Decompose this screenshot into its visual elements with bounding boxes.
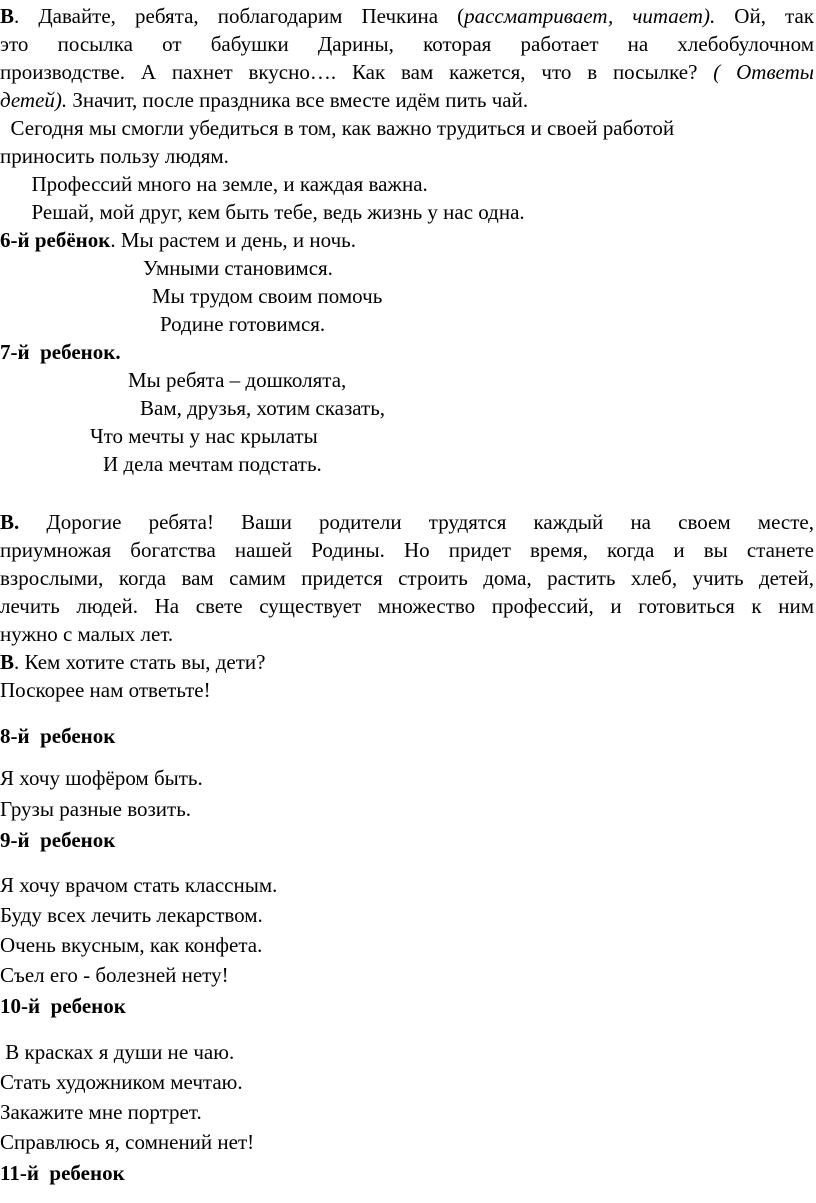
child6-line-2: Умными становимся.: [143, 256, 333, 280]
child7-line-4: И дела мечтам подстать.: [103, 452, 322, 476]
intro-text: Значит, после праздника все вместе идём пить чай.: [67, 88, 529, 112]
speaker-label: 9-й ребенок: [0, 828, 116, 852]
child10-line-1: В красках я души не чаю.: [0, 1040, 235, 1064]
speech-text: Дорогие ребята! Ваши родители трудятся каждый на своем месте,: [19, 510, 814, 534]
speech-text: . Кем хотите стать вы, дети?: [14, 650, 266, 674]
teacher2-line-4: лечить людей. На свете существует множество профессий, и готовиться к ним: [0, 594, 814, 618]
teacher2-line-5: нужно с малых лет.: [0, 622, 174, 646]
child9-line-3: Очень вкусным, как конфета.: [0, 933, 263, 957]
speaker-child11: [0, 1159, 125, 1187]
child8-line-2: Грузы разные возить.: [0, 797, 192, 821]
child8-line-1: Я хочу шофёром быть.: [0, 766, 203, 790]
intro-line-5: Сегодня мы смогли убедиться в том, как важно трудиться и своей работой: [0, 116, 675, 140]
intro-line-2: это посылка от бабушки Дарины, которая работает на хлебобулочном: [0, 32, 814, 56]
verse-text: . Мы растем и день, и ночь.: [110, 228, 356, 252]
child6-line-3: Мы трудом своим помочь: [152, 284, 383, 308]
child10-line-3: Закажите мне портрет.: [0, 1100, 202, 1124]
teacher2-line-2: приумножая богатства нашей Родины. Но придет время, когда и вы станете: [0, 538, 814, 562]
speaker-label: 11-й ребенок: [0, 1161, 125, 1185]
teacher2-line-6: [0, 648, 265, 676]
child7-line-3: Что мечты у нас крылаты: [90, 424, 318, 448]
intro-line-7: Профессий много на земле, и каждая важна.: [0, 172, 428, 196]
teacher2-line-3: взрослыми, когда вам самим придется строить дома, растить хлеб, учить детей,: [0, 566, 814, 590]
speaker-child7: [0, 338, 121, 366]
stage-direction: рассматривает, читает).: [464, 4, 716, 28]
intro-line-1: [0, 2, 814, 30]
child9-line-2: Буду всех лечить лекарством.: [0, 903, 263, 927]
stage-direction: детей).: [0, 88, 68, 112]
speaker-label: 8-й ребенок: [0, 724, 116, 748]
intro-line-3: [0, 58, 814, 86]
teacher2-line-1: [0, 508, 814, 536]
stage-direction: ( Ответы: [713, 60, 814, 84]
child6-line-1: [0, 226, 356, 254]
intro-text: Ой, так: [715, 4, 814, 28]
teacher2-line-7: Поскорее нам ответьте!: [0, 678, 211, 702]
child7-line-1: Мы ребята – дошколята,: [128, 368, 347, 392]
speaker-label: 7-й ребенок.: [0, 340, 121, 364]
intro-line-6: приносить пользу людям.: [0, 144, 229, 168]
child10-line-2: Стать художником мечтаю.: [0, 1070, 243, 1094]
child10-line-4: Справлюсь я, сомнений нет!: [0, 1130, 255, 1154]
speaker-child9: [0, 826, 115, 854]
speaker-child6: 6-й ребёнок: [0, 228, 111, 252]
speaker-teacher: В: [0, 650, 15, 674]
speaker-child8: [0, 722, 115, 750]
intro-text: . Давайте, ребята, поблагодарим Печкина (: [14, 4, 465, 28]
speaker-child10: [0, 992, 126, 1020]
child9-line-1: Я хочу врачом стать классным.: [0, 873, 278, 897]
intro-text: производстве. А пахнет вкусно…. Как вам кажется, что в посылке?: [0, 60, 714, 84]
intro-line-4: [0, 86, 528, 114]
speaker-teacher: В.: [0, 510, 20, 534]
speaker-teacher: В: [0, 4, 15, 28]
speaker-label: 10-й ребенок: [0, 994, 126, 1018]
child7-line-2: Вам, друзья, хотим сказать,: [140, 396, 386, 420]
intro-line-8: Решай, мой друг, кем быть тебе, ведь жизнь у нас одна.: [0, 200, 525, 224]
child9-line-4: Съел его - болезней нету!: [0, 963, 229, 987]
child6-line-4: Родине готовимся.: [160, 312, 326, 336]
